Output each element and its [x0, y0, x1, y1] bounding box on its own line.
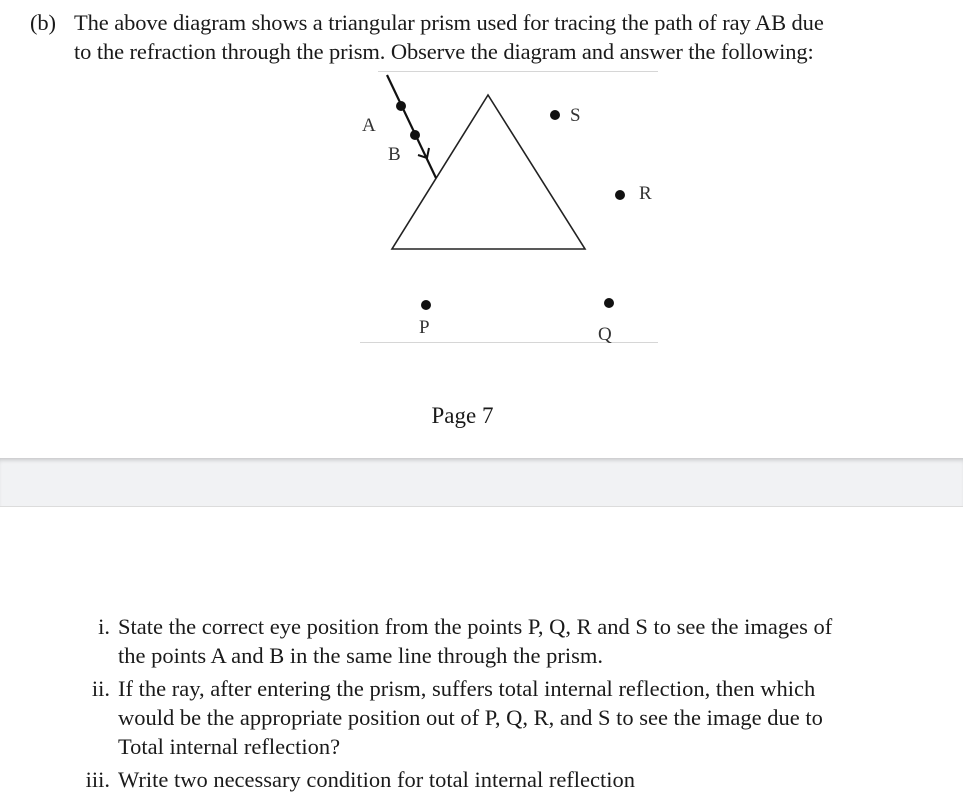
- prism-diagram: [350, 65, 670, 355]
- label-S: S: [570, 105, 581, 126]
- point-B-marker: [410, 130, 420, 140]
- document-page-8: [0, 507, 963, 794]
- question-label: (b): [30, 10, 56, 35]
- label-A: A: [362, 115, 376, 136]
- subquestion-number-i: i.: [98, 614, 110, 639]
- subquestion-number-ii: ii.: [91, 676, 110, 701]
- point-S-marker: [550, 110, 560, 120]
- label-R: R: [639, 183, 652, 204]
- point-R-marker: [615, 190, 625, 200]
- point-Q-marker: [604, 298, 614, 308]
- point-A-marker: [396, 101, 406, 111]
- point-P-marker: [421, 300, 431, 310]
- subquestion-iii-line-1: Write two necessary condition for total internal reflection: [118, 767, 636, 792]
- subquestion-ii-line-2: would be the appropriate position out of P, Q, R, and S to see the image due to: [118, 705, 823, 730]
- page-number: Page 7: [431, 403, 494, 428]
- page-separator: [0, 458, 963, 507]
- label-B: B: [388, 144, 401, 165]
- question-text-line-1: The above diagram shows a triangular prism used for tracing the path of ray AB due: [74, 10, 824, 35]
- subquestion-ii-line-1: If the ray, after entering the prism, suffers total internal reflection, then which: [118, 676, 816, 701]
- question-text-line-2: to the refraction through the prism. Observe the diagram and answer the following:: [74, 39, 814, 64]
- subquestion-number-iii: iii.: [85, 767, 110, 792]
- subquestion-i-line-2: the points A and B in the same line through the prism.: [118, 643, 603, 668]
- label-Q: Q: [598, 324, 612, 345]
- label-P: P: [419, 317, 430, 338]
- subquestion-ii-line-3: Total internal reflection?: [118, 734, 341, 759]
- subquestion-i-line-1: State the correct eye position from the points P, Q, R and S to see the images of: [118, 614, 833, 639]
